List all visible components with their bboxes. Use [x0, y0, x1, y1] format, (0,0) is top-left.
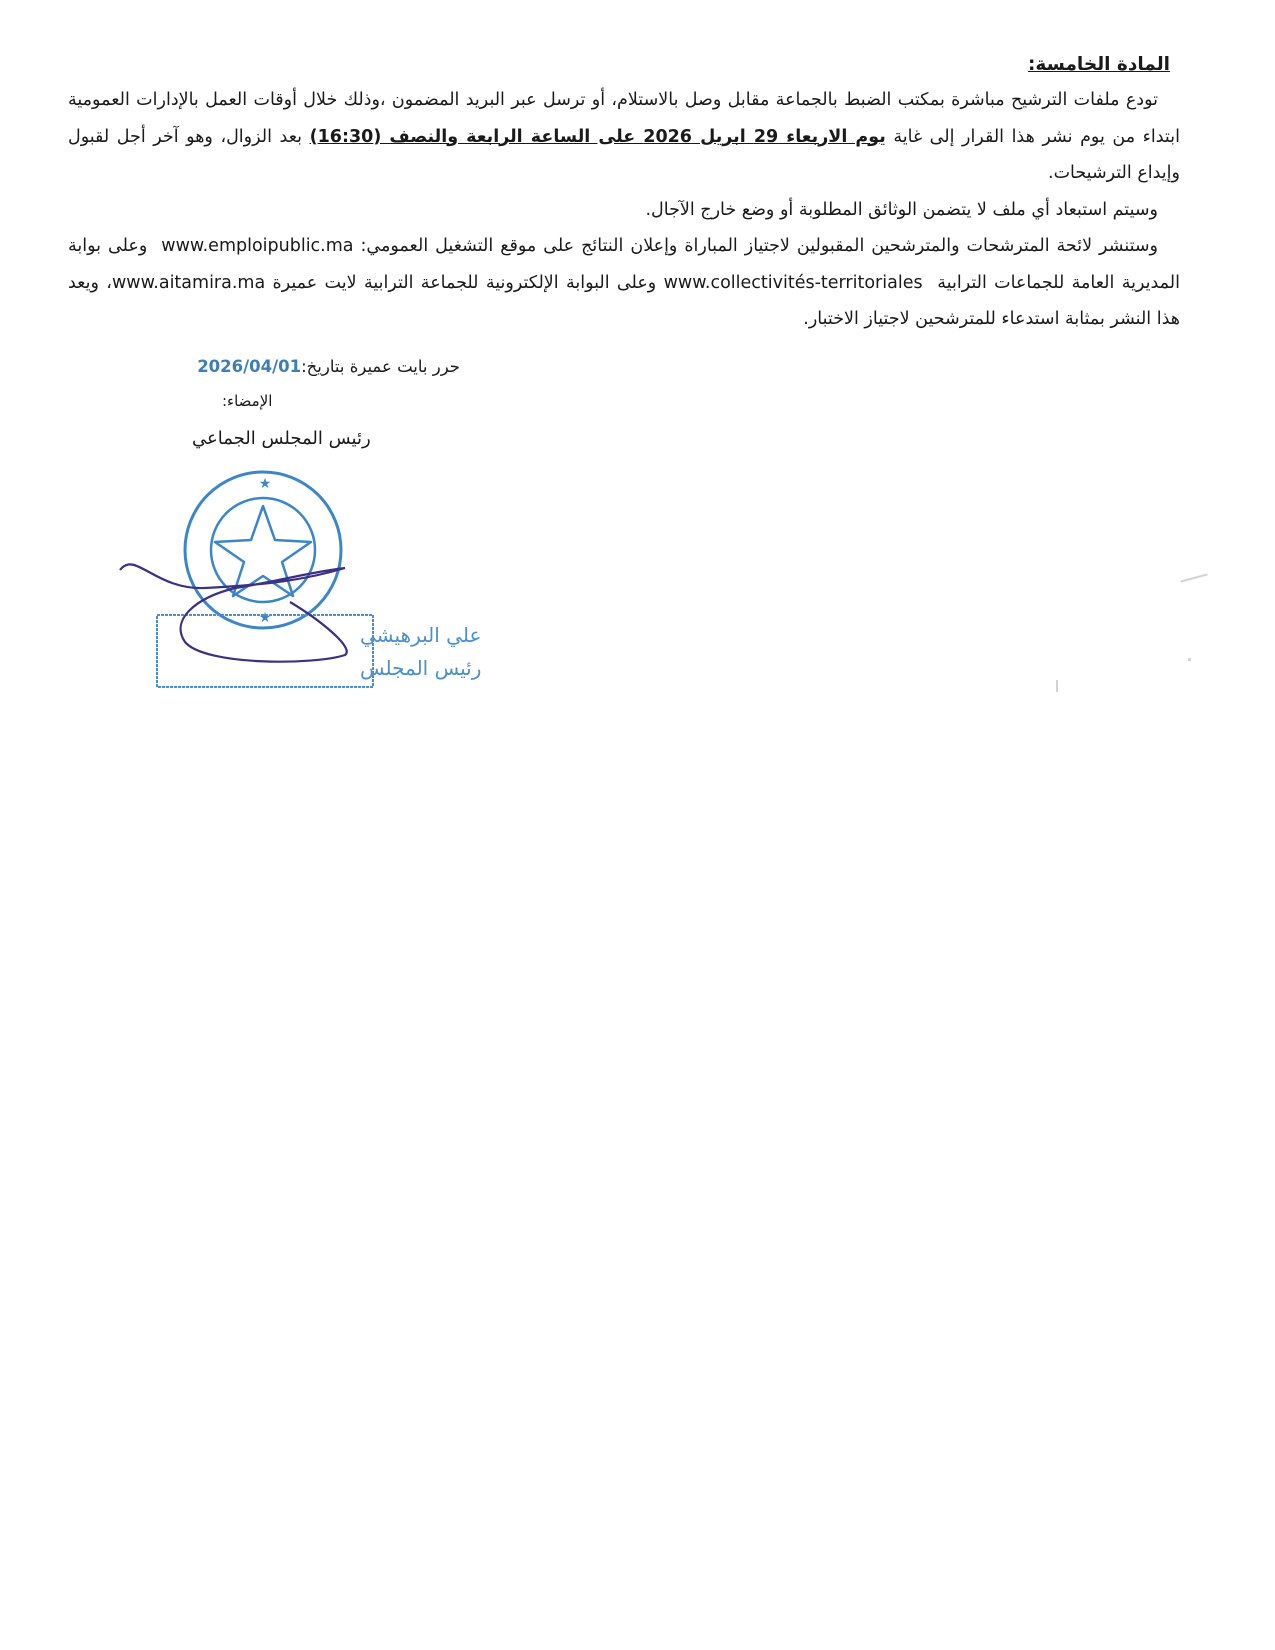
signatory-title: رئيس المجلس الجماعي	[192, 428, 371, 449]
collectivites-link[interactable]: www.collectivités-territoriales	[663, 272, 923, 293]
stamp-star-top: ★	[258, 476, 272, 492]
publication-text-d: ، ويعد هذا النشر بمثابة استدعاء للمترشحين لاجتياز الاختبار.	[68, 272, 1180, 329]
article-body	[68, 48, 1180, 338]
paragraph-publication	[68, 228, 1180, 338]
scan-mark	[1056, 680, 1058, 692]
paragraph-submission-text: تودع ملفات الترشيح مباشرة بمكتب الضبط بالجماعة مقابل وصل بالاستلام، أو ترسل عبر البريد المضمون ،وذلك خلال أوقات العمل بالإدارات العمومية ابتداء من يوم نشر هذا القرار إلى غاية	[68, 90, 1180, 147]
paragraph-submission-end: بعد الزوال، وهو آخر أجل لقبول وإيداع الترشيحات.	[68, 126, 1180, 183]
stamp-star-bottom: ★	[258, 610, 272, 626]
publication-text-c: وعلى البوابة الإلكترونية للجماعة الترابية لايت عميرة	[272, 272, 657, 293]
publication-text-b: وعلى بوابة المديرية العامة للجماعات الترابية	[68, 236, 1180, 293]
deadline-text: يوم الاربعاء 29 ابريل 2026 على الساعة الرابعة والنصف (16:30)	[309, 126, 886, 147]
scan-mark	[1188, 658, 1191, 661]
paragraph-submission	[68, 82, 1180, 192]
place-label: حرر بايت عميرة بتاريخ:	[301, 357, 460, 376]
handwritten-signature	[120, 564, 347, 661]
paragraph-exclusion: وسيتم استبعاد أي ملف لا يتضمن الوثائق المطلوبة أو وضع خارج الآجال.	[645, 199, 1158, 220]
date-line	[160, 352, 460, 382]
emploipublic-link[interactable]: www.emploipublic.ma	[161, 236, 354, 256]
article-heading: المادة الخامسة:	[1028, 54, 1170, 75]
stamp-seal	[185, 472, 341, 628]
stamp-name-line2: رئيس المجلس	[360, 656, 482, 680]
aitamira-link[interactable]: www.aitamira.ma	[111, 272, 266, 293]
stamp-name-line1: علي البرهيشي	[360, 623, 482, 647]
signature-label: الإمضاء:	[222, 392, 273, 410]
publication-text-a: وستنشر لائحة المترشحات والمترشحين المقبولين لاجتياز المباراة وإعلان النتائج على موقع التشغيل العمومي:	[360, 236, 1158, 256]
scan-mark	[1180, 573, 1208, 582]
official-stamp	[115, 470, 482, 730]
issue-date: 2026/04/01	[197, 357, 302, 376]
